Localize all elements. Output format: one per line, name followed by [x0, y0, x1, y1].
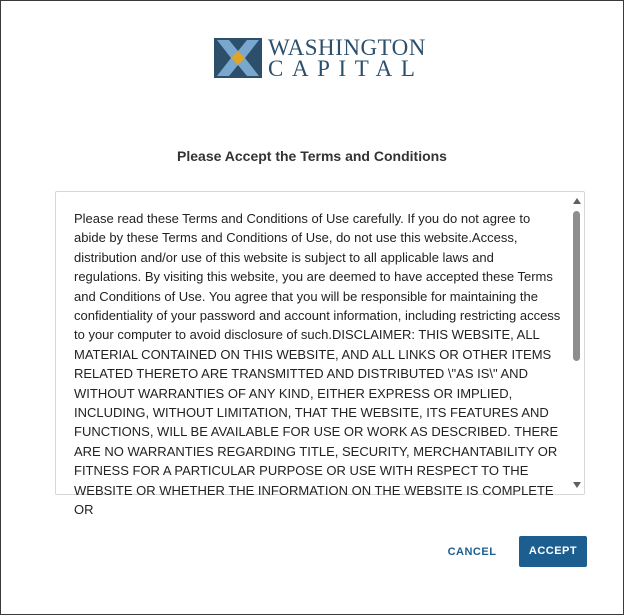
- accept-button[interactable]: ACCEPT: [519, 536, 587, 567]
- cancel-button[interactable]: CANCEL: [447, 546, 497, 558]
- logo-line-washington: WASHINGTON: [268, 35, 426, 60]
- logo-line-capital: CAPITAL: [268, 56, 424, 81]
- logo-emblem-icon: [214, 38, 262, 78]
- scroll-up-arrow-icon[interactable]: [573, 198, 581, 204]
- terms-scrollbar[interactable]: [570, 192, 584, 494]
- scrollbar-thumb[interactable]: [573, 211, 580, 361]
- dialog-title: Please Accept the Terms and Conditions: [177, 148, 447, 164]
- terms-text: Please read these Terms and Conditions of Use carefully. If you do not agree to abide by these Terms and Conditions of Use, do not use this website.Access, distribution and/or use of this website is subject to all applicable laws and regulations. By visiting this website, you are deemed to have accepted these Terms and Conditions of Use. You agree that you will be responsible for maintaining the confidentiality of your password and account information, including restricting access to your computer to avoid disclosure of such.DISCLAIMER: THIS WEBSITE, ALL MATERIAL CONTAINED ON THIS WEBSITE, AND ALL LINKS OR OTHER ITEMS RELATED THERETO ARE TRANSMITTED AND DISTRIBUTED \"AS IS\" AND WITHOUT WARRANTIES OF ANY KIND, EITHER EXPRESS OR IMPLIED, INCLUDING, WITHOUT LIMITATION, THAT THE WEBSITE, ITS FEATURES AND FUNCTIONS, WILL BE AVAILABLE FOR USE OR WORK AS DESCRIBED. THERE ARE NO WARRANTIES REGARDING TITLE, SECURITY, MERCHANTABILITY OR FITNESS FOR A PARTICULAR PURPOSE OR USE WITH RESPECT TO THE WEBSITE OR WHETHER THE INFORMATION ON THE WEBSITE IS COMPLETE OR: [74, 211, 561, 518]
- scroll-down-arrow-icon[interactable]: [573, 482, 581, 488]
- washington-capital-logo: [214, 37, 430, 81]
- terms-scroll-area[interactable]: [55, 191, 585, 518]
